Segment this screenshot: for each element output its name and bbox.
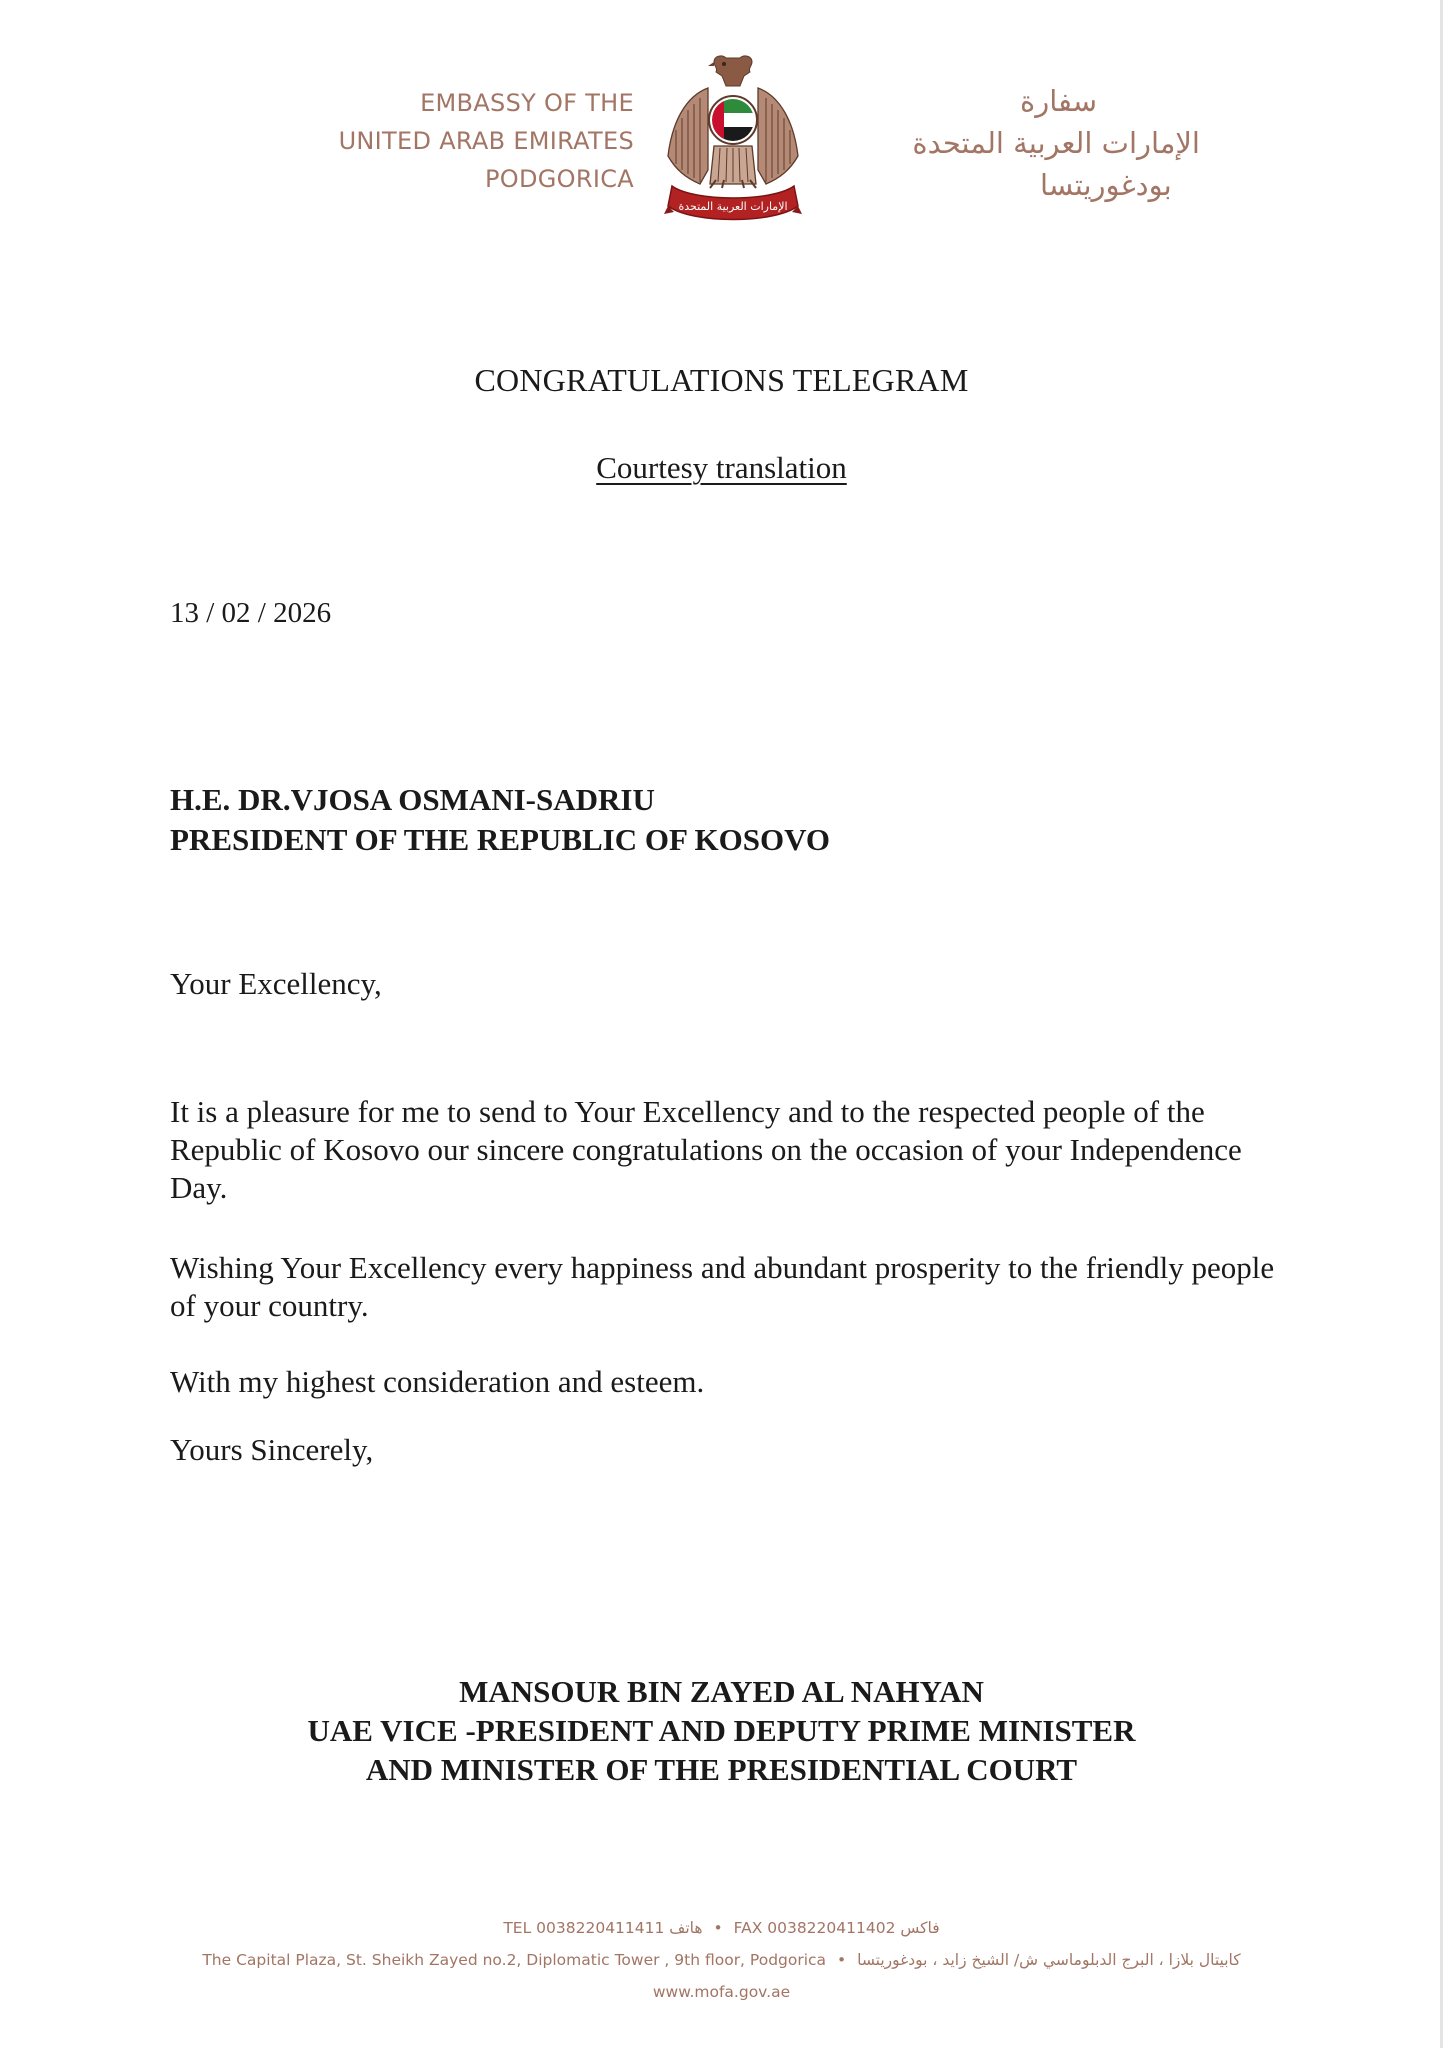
svg-text:الإمارات العربية المتحدة: الإمارات العربية المتحدة: [678, 200, 788, 213]
footer-address-separator: •: [837, 1951, 847, 1969]
body-paragraph-2: Wishing Your Excellency every happiness and abundant prosperity to the friendly people of your country.: [170, 1250, 1275, 1323]
courtesy-translation-label: Courtesy translation: [596, 450, 847, 485]
letterhead-arabic-line-1: سفارة: [1020, 84, 1098, 118]
letterhead-arabic-line-2: الإمارات العربية المتحدة: [912, 126, 1200, 160]
signatory-title-line-2: AND MINISTER OF THE PRESIDENTIAL COURT: [365, 1752, 1078, 1787]
letterhead-arabic: [820, 80, 1200, 206]
footer-address-ar: كابيتال بلازا ، البرج الدبلوماسي ش/ الشيخ زايد ، بودغوريتسا: [857, 1951, 1241, 1969]
recipient-name: H.E. DR.VJOSA OSMANI-SADRIU: [170, 782, 655, 817]
recipient-block: [170, 780, 830, 860]
letterhead-line-2: UNITED ARAB EMIRATES: [338, 127, 634, 155]
closing: Yours Sincerely,: [170, 1432, 374, 1467]
footer-fax: FAX 0038220411402 فاكس: [733, 1919, 940, 1937]
uae-falcon-emblem-icon: [664, 52, 802, 224]
footer-separator: •: [713, 1919, 723, 1937]
signatory-title-line-1: UAE VICE -PRESIDENT AND DEPUTY PRIME MINISTER: [307, 1713, 1136, 1748]
letterhead-arabic-line-3: بودغوريتسا: [1040, 168, 1172, 202]
footer-address: [0, 1944, 1443, 1976]
document-date: 13 / 02 / 2026: [170, 597, 332, 629]
document-title: CONGRATULATIONS TELEGRAM: [474, 362, 969, 398]
footer-contact: [0, 1912, 1443, 1944]
footer: [0, 1912, 1443, 2008]
letterhead-english: [300, 84, 634, 198]
letterhead-line-3: PODGORICA: [485, 165, 634, 193]
salutation: Your Excellency,: [170, 966, 382, 1001]
letterhead-line-1: EMBASSY OF THE: [420, 89, 634, 117]
body-paragraph-1: It is a pleasure for me to send to Your Excellency and to the respected people of the Republic of Kosovo our sincere congratulations on the occasion of your Independence Day.: [170, 1094, 1242, 1205]
signatory-name: MANSOUR BIN ZAYED AL NAHYAN: [459, 1674, 984, 1709]
document-subtitle: [0, 450, 1443, 486]
signatory-block: [0, 1672, 1443, 1789]
footer-tel: TEL 0038220411411 هاتف: [503, 1919, 703, 1937]
body-paragraph-3: With my highest consideration and esteem.: [170, 1364, 705, 1399]
footer-address-en: The Capital Plaza, St. Sheikh Zayed no.2, Diplomatic Tower , 9th floor, Podgorica: [202, 1951, 827, 1969]
recipient-title: PRESIDENT OF THE REPUBLIC OF KOSOVO: [170, 822, 830, 857]
footer-website[interactable]: www.mofa.gov.ae: [652, 1983, 791, 2001]
